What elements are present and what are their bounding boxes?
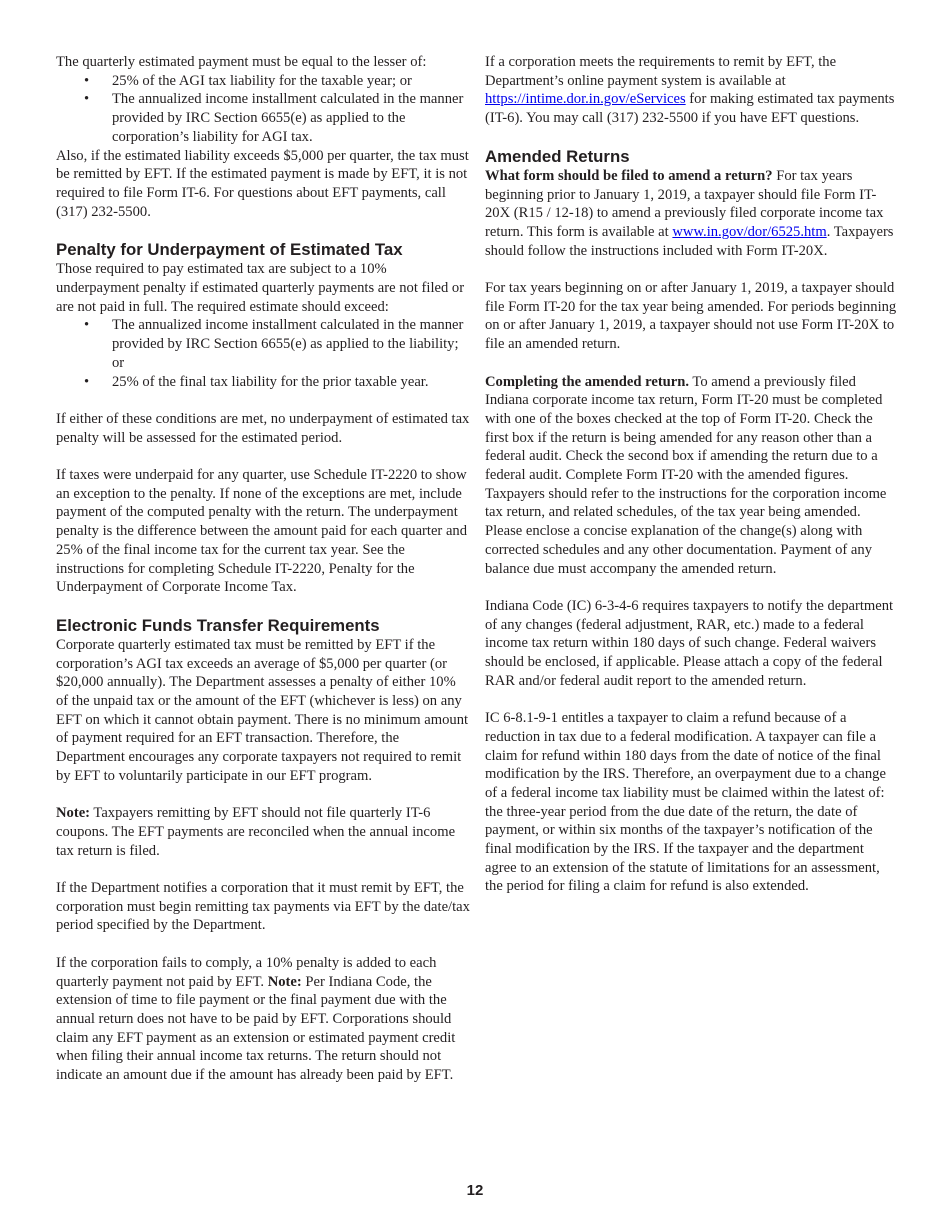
completing-text: To amend a previously filed Indiana corporate income tax return, Form IT-20 must be completed with one of the boxes checked at the top of Form IT-20. Check the first box if the return is being amended for any reason other than a federal audit. Check the second box if amending the return due to a federal audit. Complete Form IT-20 with the amended figures. Taxpayers should refer to the instructions for the corporation income tax return, and related schedules, of the tax year being amended. Please enclose a concise explanation of the change(s) along with corrected schedules and any other documentation. Payment of any balance due must accompany the amended return. bbox=[485, 373, 887, 577]
eft-paragraph-4-text: If the corporation fails to comply, a 10% penalty is added to each quarterly payment not paid by EFT. bbox=[56, 954, 437, 990]
completing-label: Completing the amended return. bbox=[485, 373, 690, 390]
eft-continued-paragraph bbox=[485, 53, 897, 128]
note-label: Note: bbox=[267, 973, 302, 990]
amended-paragraph-4: Indiana Code (IC) 6-3-4-6 requires taxpayers to notify the department of any changes (federal adjustment, RAR, etc.) made to a federal income tax return within 180 days of such change. Federal waivers should be enclosed, if applicable. Please attach a copy of the federal RAR and/or federal audit report to the amended return. bbox=[485, 597, 894, 689]
eft-paragraph-1: Corporate quarterly estimated tax must be remitted by EFT if the corporation’s AGI tax exceeds an average of $5,000 per quarter (or $20,000 annually). The Department assesses a penalty of either 10% of the unpaid tax or the amount of the EFT (whichever is less) on any EFT on which it cannot obtain payment. There is no minimum amount of payment required for an EFT transaction. Therefore, the Department encourages any corporate taxpayers not required to remit by EFT to voluntarily participate in our EFT program. bbox=[56, 636, 469, 784]
note-text: Taxpayers remitting by EFT should not file quarterly IT-6 coupons. The EFT payments are reconciled when the annual income tax return is filed. bbox=[56, 805, 456, 859]
note-label: Note: bbox=[56, 805, 91, 822]
estimated-payment-intro: The quarterly estimated payment must be equal to the lesser of: bbox=[56, 54, 427, 70]
list-item: • The annualized income installment calculated in the manner provided by IRC Section 6655(e) as applied to the liability; or bbox=[56, 316, 470, 372]
question-label: What form should be filed to amend a return? bbox=[485, 167, 773, 184]
penalty-paragraph-3: If taxes were underpaid for any quarter, use Schedule IT-2220 to show an exception to the penalty. If none of the exceptions are met, include payment of the computed penalty with the return. The underpayment penalty is the difference between the amount paid for each quarter and 25% of the final income tax for the current tax year. See the instructions for completing Schedule IT-2220, Penalty for the Underpayment of Corporate Income Tax. bbox=[56, 467, 468, 596]
estimated-liability-paragraph: Also, if the estimated liability exceeds $5,000 per quarter, the tax must be remitted by EFT. If the estimated payment is made by EFT, it is not required to file Form IT-6. For questions about EFT payments, call (317) 232-5500. bbox=[56, 147, 469, 220]
penalty-paragraph-1: Those required to pay estimated tax are subject to a 10% underpayment penalty if estimated quarterly payments are not filed or are not paid in full. The required estimate should exceed: bbox=[56, 261, 465, 315]
eft-paragraph-4-text: Per Indiana Code, the extension of time to file payment or the final payment due with the annual return does not have to be paid by EFT. Corporations should claim any EFT payment as an extension or estimated payment credit when filing their annual income tax returns. The return should not indicate an amount due if the amount has already been paid by EFT. bbox=[56, 973, 456, 1084]
amended-paragraph-2: For tax years beginning on or after January 1, 2019, a taxpayer should file Form IT-20 for the tax year being amended. For periods beginning on or after January 1, 2019, a taxpayer should not use Form IT-20X to file an amended return. bbox=[485, 280, 897, 353]
eft-continued-text: If a corporation meets the requirements to remit by EFT, the Department’s online payment system is available at bbox=[485, 54, 837, 89]
left-column bbox=[56, 53, 470, 1085]
estimated-payment-list bbox=[56, 72, 470, 147]
list-item: • The annualized income installment calculated in the manner provided by IRC Section 6655(e) as applied to the corporation’s liability for AGI tax. bbox=[56, 90, 470, 146]
list-item: • 25% of the AGI tax liability for the taxable year; or bbox=[56, 72, 470, 91]
form-it20x-link[interactable]: www.in.gov/dor/6525.htm bbox=[672, 223, 827, 240]
penalty-paragraph-2: If either of these conditions are met, no underpayment of estimated tax penalty will be assessed for the estimated period. bbox=[56, 410, 470, 446]
eft-heading: Electronic Funds Transfer Requirements bbox=[56, 615, 380, 635]
eft-continued-text: for making estimated tax payments (IT-6). You may call (317) 232-5500 if you have EFT questions. bbox=[485, 91, 895, 127]
right-column bbox=[485, 53, 897, 896]
question-text: For tax years beginning prior to January 1, 2019, a taxpayer should file Form IT-20X (R15 / 12-18) to amend a previously filed corporate income tax return. This form is available at bbox=[485, 167, 884, 240]
completing-amended-paragraph bbox=[485, 373, 897, 579]
amended-paragraph-5: IC 6-8.1-9-1 entitles a taxpayer to claim a refund because of a reduction in tax due to a federal modification. A taxpayer can file a claim for refund within 180 days from the date of notice of the final modification by the IRS. Therefore, an overpayment due to a change of a federal income tax liability must be claimed within the latest of: the three-year period from the due date of the return, the date of payment, or within six months of the taxpayer’s notification of the final modification by the IRS. If the taxpayer and the department agree to an extension of the statute of limitations for an assessment, the period for filing a claim for refund is also extended. bbox=[485, 710, 886, 895]
amended-question-paragraph bbox=[485, 167, 897, 261]
eft-paragraph-3: If the Department notifies a corporation that it must remit by EFT, the corporation must begin remitting tax payments via EFT by the date/tax period specified by the Department. bbox=[56, 880, 470, 934]
eservices-link[interactable]: https://intime.dor.in.gov/eServices bbox=[485, 91, 686, 108]
question-text: . Taxpayers should follow the instructions included with Form IT-20X. bbox=[485, 223, 894, 259]
penalty-heading: Penalty for Underpayment of Estimated Tax bbox=[56, 240, 403, 260]
list-item: • 25% of the final tax liability for the prior taxable year. bbox=[56, 373, 470, 392]
eft-paragraph-4 bbox=[56, 954, 470, 1085]
penalty-list bbox=[56, 316, 470, 391]
amended-returns-heading: Amended Returns bbox=[485, 146, 630, 166]
eft-note-paragraph bbox=[56, 804, 470, 860]
page-number: 12 bbox=[466, 1182, 484, 1199]
